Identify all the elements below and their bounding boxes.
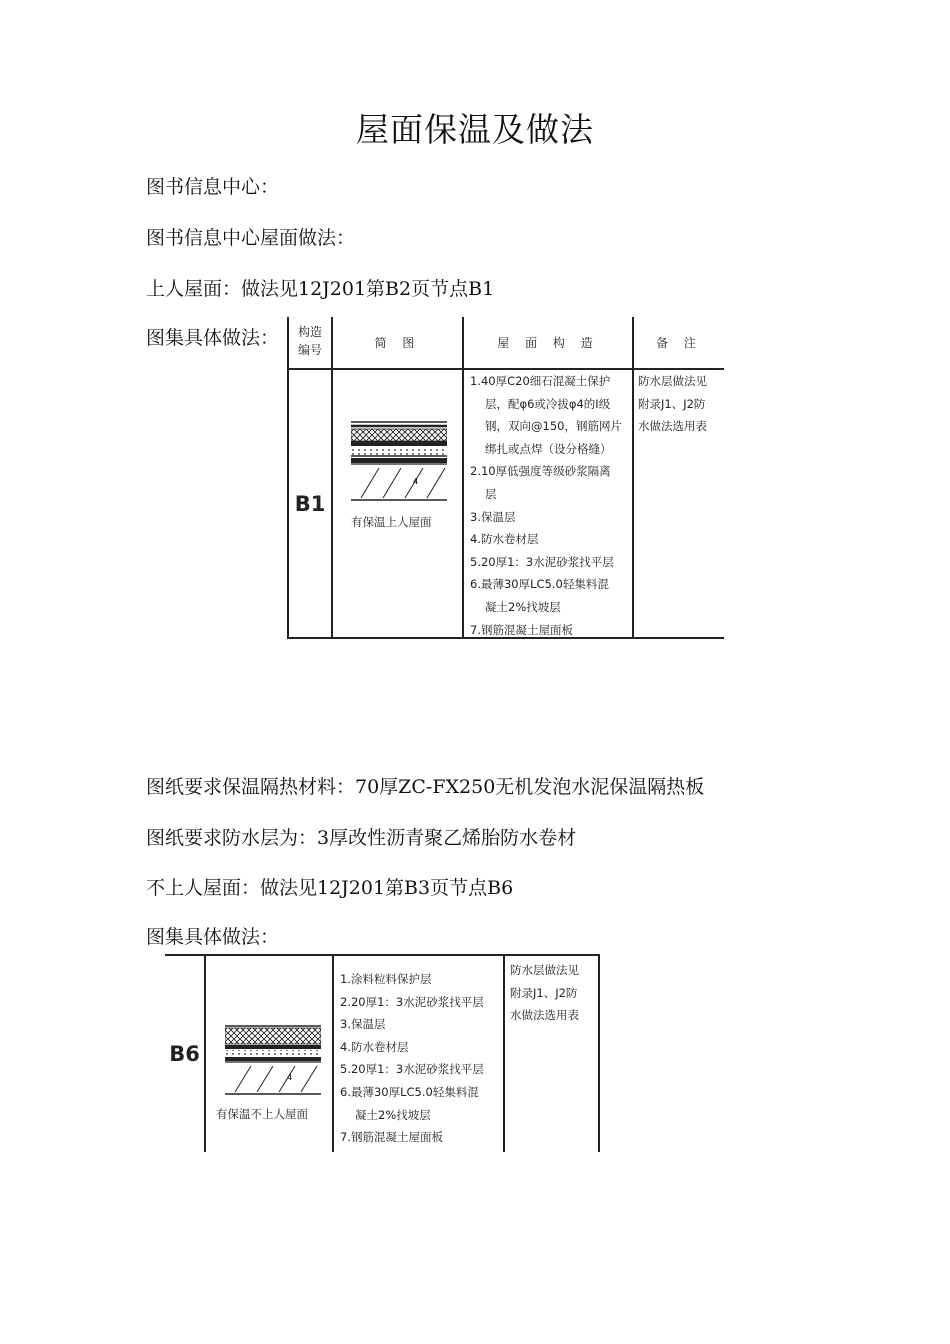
svg-text:4: 4	[413, 477, 419, 486]
node-code-b6: B6	[169, 1042, 200, 1066]
list-item: 5.20厚1：3水泥砂浆找平层	[340, 1062, 484, 1077]
list-item: 凝土2%找坡层	[355, 1107, 431, 1122]
list-item: 绑扎或点焊（设分格缝）	[485, 441, 612, 456]
list-item: 2.10厚低强度等级砂浆隔离	[470, 464, 611, 479]
construction-layers-b6	[340, 968, 484, 1149]
list-item: 钢，双向@150，钢筋网片	[485, 419, 622, 434]
header-notes: 备 注	[656, 336, 702, 350]
list-item: 2.20厚1：3水泥砂浆找平层	[340, 994, 484, 1009]
waterproof-requirement: 图纸要求防水层为：3厚改性沥青聚乙烯胎防水卷材	[146, 827, 577, 849]
list-item: 1.40厚C20细石混凝土保护	[470, 374, 611, 388]
list-item: 7.钢筋混凝土屋面板	[470, 622, 573, 637]
non-accessible-roof-line: 不上人屋面：做法见12J201第B3页节点B6	[146, 877, 514, 899]
sketch-caption-b6: 有保温不上人屋面	[216, 1107, 308, 1121]
document-title: 屋面保温及做法	[356, 110, 594, 149]
list-item: 5.20厚1：3水泥砂浆找平层	[470, 554, 614, 569]
header-construction: 屋 面 构 造	[497, 336, 599, 350]
list-item: 3.保温层	[340, 1017, 386, 1032]
node-code-b1: B1	[294, 491, 326, 516]
roof-layer-sketch-b1	[351, 420, 447, 502]
atlas-method-label: 图集具体做法：	[146, 327, 280, 349]
list-item: 6.最薄30厚LC5.0轻集料混	[340, 1084, 479, 1099]
sketch-caption-b1: 有保温上人屋面	[351, 515, 432, 529]
detail-table-b6	[165, 954, 600, 1152]
roof-layer-sketch-b6	[225, 1024, 321, 1096]
list-item: 层，配φ6或冷拔φ4的I级	[485, 396, 611, 411]
list-item: 4.防水卷材层	[470, 532, 539, 547]
list-item: 6.最薄30厚LC5.0轻集料混	[470, 577, 609, 592]
construction-layers-b1	[470, 370, 622, 641]
accessible-roof-line: 上人屋面：做法见12J201第B2页节点B1	[146, 278, 495, 300]
notes-b6: 防水层做法见 附录J1、J2防 水做法选用表	[510, 963, 579, 1023]
section-heading: 图书信息中心：	[146, 176, 280, 198]
list-item: 凝土2%找坡层	[485, 599, 561, 614]
svg-text:4: 4	[287, 1073, 293, 1082]
list-item: 4.防水卷材层	[340, 1039, 409, 1054]
list-item: 3.保温层	[470, 509, 516, 524]
header-sketch: 简 图	[374, 336, 421, 350]
list-item: 1.涂料粒料保护层	[340, 972, 432, 986]
atlas-method-label-2: 图集具体做法：	[146, 926, 280, 948]
detail-table-b1	[287, 317, 724, 639]
roof-method-heading: 图书信息中心屋面做法：	[146, 227, 356, 249]
list-item: 7.钢筋混凝土屋面板	[340, 1130, 443, 1145]
insulation-requirement: 图纸要求保温隔热材料：70厚ZC-FX250无机发泡水泥保温隔热板	[146, 776, 705, 798]
list-item: 层	[485, 486, 497, 501]
header-code: 构造 编号	[297, 325, 322, 357]
notes-b1: 防水层做法见 附录J1、J2防 水做法选用表	[638, 374, 707, 434]
